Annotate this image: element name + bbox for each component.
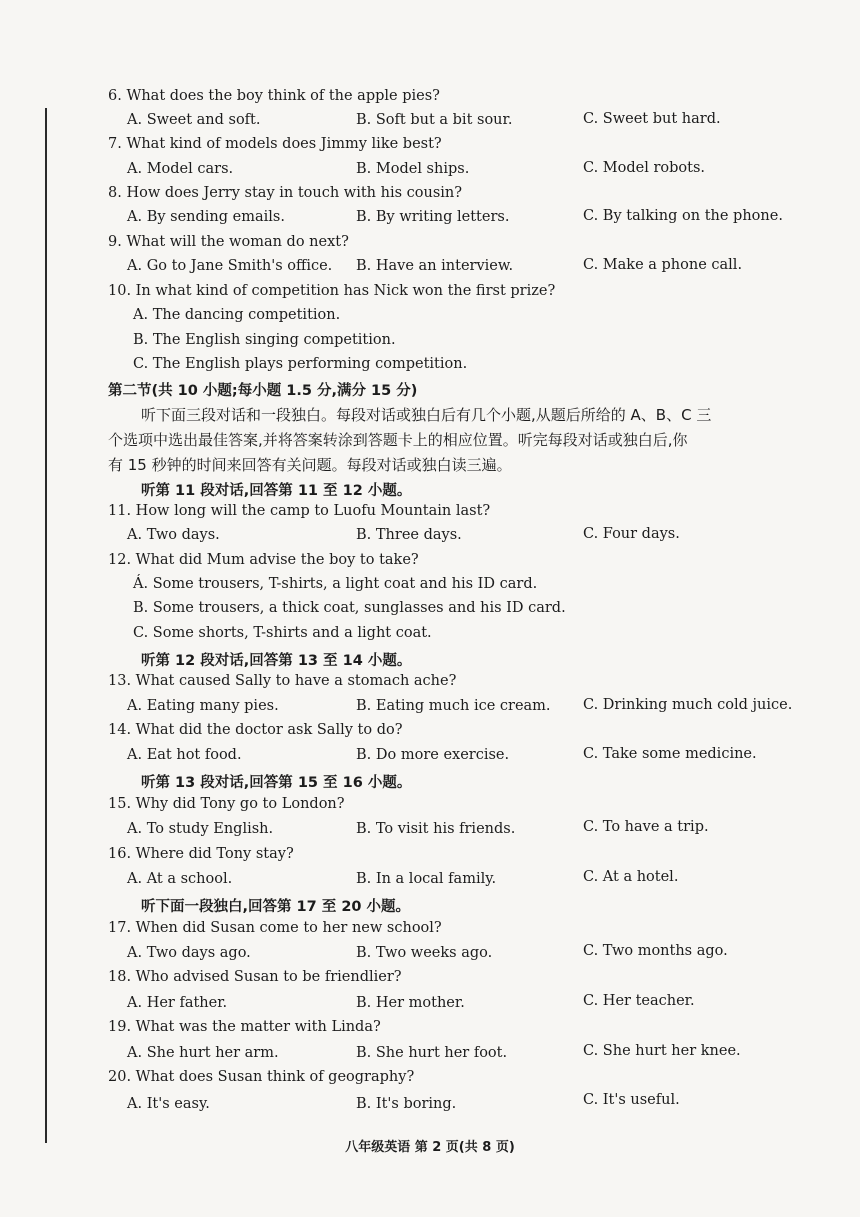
q17-option-b: B. Two weeks ago. <box>356 945 493 961</box>
q8-option-a: A. By sending emails. <box>127 209 285 225</box>
section-2-title: 第二节(共 10 小题;每小题 1.5 分,满分 15 分) <box>108 383 418 399</box>
q14-option-a: A. Eat hot food. <box>127 747 242 763</box>
dialogue-12-heading: 听第 12 段对话,回答第 13 至 14 小题。 <box>141 653 412 669</box>
question-9: 9. What will the woman do next? <box>108 234 349 250</box>
q17-option-c: C. Two months ago. <box>583 943 728 959</box>
q7-option-a: A. Model cars. <box>127 161 234 177</box>
question-18: 18. Who advised Susan to be friendlier? <box>108 969 402 985</box>
q10-option-a: A. The dancing competition. <box>133 307 341 323</box>
question-10: 10. In what kind of competition has Nick won the first prize? <box>108 283 556 299</box>
q7-option-b: B. Model ships. <box>356 161 470 177</box>
q11-option-b: B. Three days. <box>356 527 462 543</box>
question-12: 12. What did Mum advise the boy to take? <box>108 552 419 568</box>
q20-option-b: B. It's boring. <box>356 1096 457 1112</box>
q11-option-a: A. Two days. <box>127 527 220 543</box>
q13-option-b: B. Eating much ice cream. <box>356 698 551 714</box>
q20-option-c: C. It's useful. <box>583 1092 680 1108</box>
q9-option-b: B. Have an interview. <box>356 258 514 274</box>
q16-option-b: B. In a local family. <box>356 871 497 887</box>
q15-option-c: C. To have a trip. <box>583 819 709 835</box>
section-2-instructions-line1: 听下面三段对话和一段独白。每段对话或独白后有几个小题,从题后所给的 A、B、C 三 <box>141 406 712 424</box>
q10-option-c: C. The English plays performing competition. <box>133 356 468 372</box>
page-footer: 八年级英语 第 2 页(共 8 页) <box>345 1140 515 1155</box>
q8-option-b: B. By writing letters. <box>356 209 510 225</box>
q16-option-a: A. At a school. <box>127 871 233 887</box>
question-19: 19. What was the matter with Linda? <box>108 1019 381 1035</box>
question-20: 20. What does Susan think of geography? <box>108 1069 415 1085</box>
q7-option-c: C. Model robots. <box>583 160 706 176</box>
section-2-instructions-line3: 有 15 秒钟的时间来回答有关问题。每段对话或独白读三遍。 <box>108 456 512 474</box>
q18-option-c: C. Her teacher. <box>583 993 695 1009</box>
q14-option-b: B. Do more exercise. <box>356 747 510 763</box>
q19-option-a: A. She hurt her arm. <box>127 1045 279 1061</box>
q17-option-a: A. Two days ago. <box>127 945 251 961</box>
question-15: 15. Why did Tony go to London? <box>108 796 345 812</box>
q19-option-c: C. She hurt her knee. <box>583 1043 741 1059</box>
dialogue-13-heading: 听第 13 段对话,回答第 15 至 16 小题。 <box>141 775 412 791</box>
question-11: 11. How long will the camp to Luofu Mountain last? <box>108 503 491 519</box>
binding-margin-line <box>45 108 47 1143</box>
q20-option-a: A. It's easy. <box>127 1096 210 1112</box>
q15-option-a: A. To study English. <box>127 821 274 837</box>
section-2-instructions-line2: 个选项中选出最佳答案,并将答案转涂到答题卡上的相应位置。听完每段对话或独白后,你 <box>108 431 688 449</box>
q11-option-c: C. Four days. <box>583 526 680 542</box>
question-6: 6. What does the boy think of the apple pies? <box>108 88 440 104</box>
q16-option-c: C. At a hotel. <box>583 869 679 885</box>
q9-option-a: A. Go to Jane Smith's office. <box>127 258 333 274</box>
q6-option-a: A. Sweet and soft. <box>127 112 261 128</box>
question-13: 13. What caused Sally to have a stomach ache? <box>108 673 457 689</box>
q19-option-b: B. She hurt her foot. <box>356 1045 508 1061</box>
q6-option-b: B. Soft but a bit sour. <box>356 112 513 128</box>
q13-option-c: C. Drinking much cold juice. <box>583 697 793 713</box>
question-14: 14. What did the doctor ask Sally to do? <box>108 722 403 738</box>
monologue-heading: 听下面一段独白,回答第 17 至 20 小题。 <box>141 899 411 915</box>
q8-option-c: C. By talking on the phone. <box>583 208 783 224</box>
dialogue-11-heading: 听第 11 段对话,回答第 11 至 12 小题。 <box>141 483 412 499</box>
q9-option-c: C. Make a phone call. <box>583 257 743 273</box>
q18-option-b: B. Her mother. <box>356 995 465 1011</box>
q14-option-c: C. Take some medicine. <box>583 746 757 762</box>
q6-option-c: C. Sweet but hard. <box>583 111 721 127</box>
question-8: 8. How does Jerry stay in touch with his cousin? <box>108 185 463 201</box>
q12-option-b: B. Some trousers, a thick coat, sunglasses and his ID card. <box>133 600 566 616</box>
q13-option-a: A. Eating many pies. <box>127 698 279 714</box>
q15-option-b: B. To visit his friends. <box>356 821 516 837</box>
question-7: 7. What kind of models does Jimmy like best? <box>108 136 442 152</box>
question-17: 17. When did Susan come to her new school? <box>108 920 442 936</box>
q10-option-b: B. The English singing competition. <box>133 332 396 348</box>
q18-option-a: A. Her father. <box>127 995 228 1011</box>
q12-option-a: Á. Some trousers, T-shirts, a light coat and his ID card. <box>133 576 538 592</box>
question-16: 16. Where did Tony stay? <box>108 846 294 862</box>
q12-option-c: C. Some shorts, T-shirts and a light coat. <box>133 625 432 641</box>
